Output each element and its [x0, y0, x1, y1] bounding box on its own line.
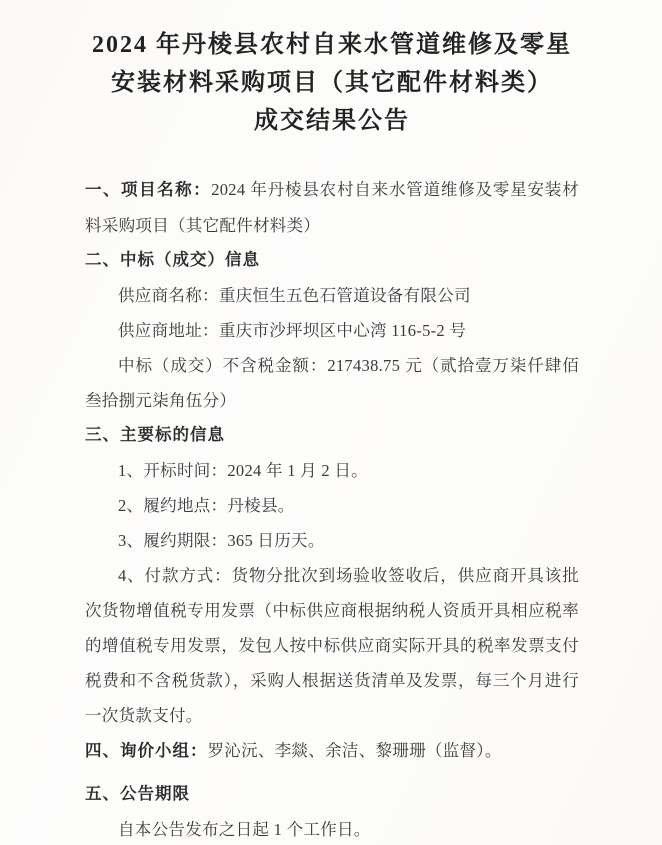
payment-method-label: 4、付款方式：: [118, 566, 232, 585]
performance-period-label: 3、履约期限：: [118, 531, 228, 550]
title-line-3: 成交结果公告: [254, 108, 410, 134]
announcement-period-text: 自本公告发布之日起 1 个工作日。: [118, 820, 371, 839]
supplier-address-label: 供应商地址：: [118, 321, 219, 340]
section-2-heading: 二、中标（成交）信息: [85, 251, 260, 269]
section-1-text: 2024 年丹棱县农村自来水管道维修及零星安装材料采购项目（其它配件材料类）: [85, 180, 580, 235]
bid-open-time-value: 2024 年 1 月 2 日。: [227, 461, 368, 480]
title-line-1: 2024 年丹棱县农村自来水管道维修及零星: [92, 32, 572, 58]
supplier-name-label: 供应商名称：: [118, 286, 219, 305]
award-amount-paragraph: [85, 348, 579, 418]
performance-place-line: [85, 488, 579, 523]
inquiry-group-line: [85, 733, 579, 769]
inquiry-group-members: 罗沁沅、李燚、余洁、黎珊珊（监督）。: [207, 741, 502, 760]
award-amount-value: 217438.75 元（贰拾壹万柒仟肆佰叁拾捌元柒角伍分）: [85, 356, 580, 410]
performance-place-value: 丹棱县。: [227, 496, 295, 515]
inquiry-group-label: 四、询价小组：: [85, 742, 208, 760]
supplier-address-line: [85, 313, 579, 348]
payment-method-value: 货物分批次到场验收签收后，供应商开具该批次货物增值税专用发票（中标供应商根据纳税人资质开具相应税率的增值税专用发票，发包人按中标供应商实际开具的税率发票支付税费和不含税货款），采购人根据送货清单及发票，每三个月进行一次货款支付。: [85, 566, 579, 725]
project-name-paragraph: [85, 172, 579, 243]
section-3-heading: 三、主要标的信息: [85, 426, 225, 444]
payment-method-paragraph: [85, 558, 579, 733]
section-1-label: 一、项目名称：: [85, 181, 212, 199]
document-body: [85, 172, 579, 845]
performance-period-line: [85, 523, 579, 558]
supplier-name-value: 重庆恒生五色石管道设备有限公司: [218, 286, 471, 305]
award-amount-label: 中标（成交）不含税金额：: [118, 356, 328, 375]
title-line-2: 安装材料采购项目（其它配件材料类）: [111, 70, 553, 96]
performance-period-value: 365 日历天。: [227, 531, 325, 550]
announcement-period-heading: 五、公告期限: [85, 785, 190, 803]
document-title: [85, 26, 579, 140]
supplier-name-line: [85, 278, 579, 313]
supplier-address-value: 重庆市沙坪坝区中心湾 116-5-2 号: [218, 321, 467, 340]
performance-place-label: 2、履约地点：: [118, 496, 228, 515]
bid-open-time-line: [85, 453, 579, 488]
bid-open-time-label: 1、开标时间：: [118, 461, 228, 480]
